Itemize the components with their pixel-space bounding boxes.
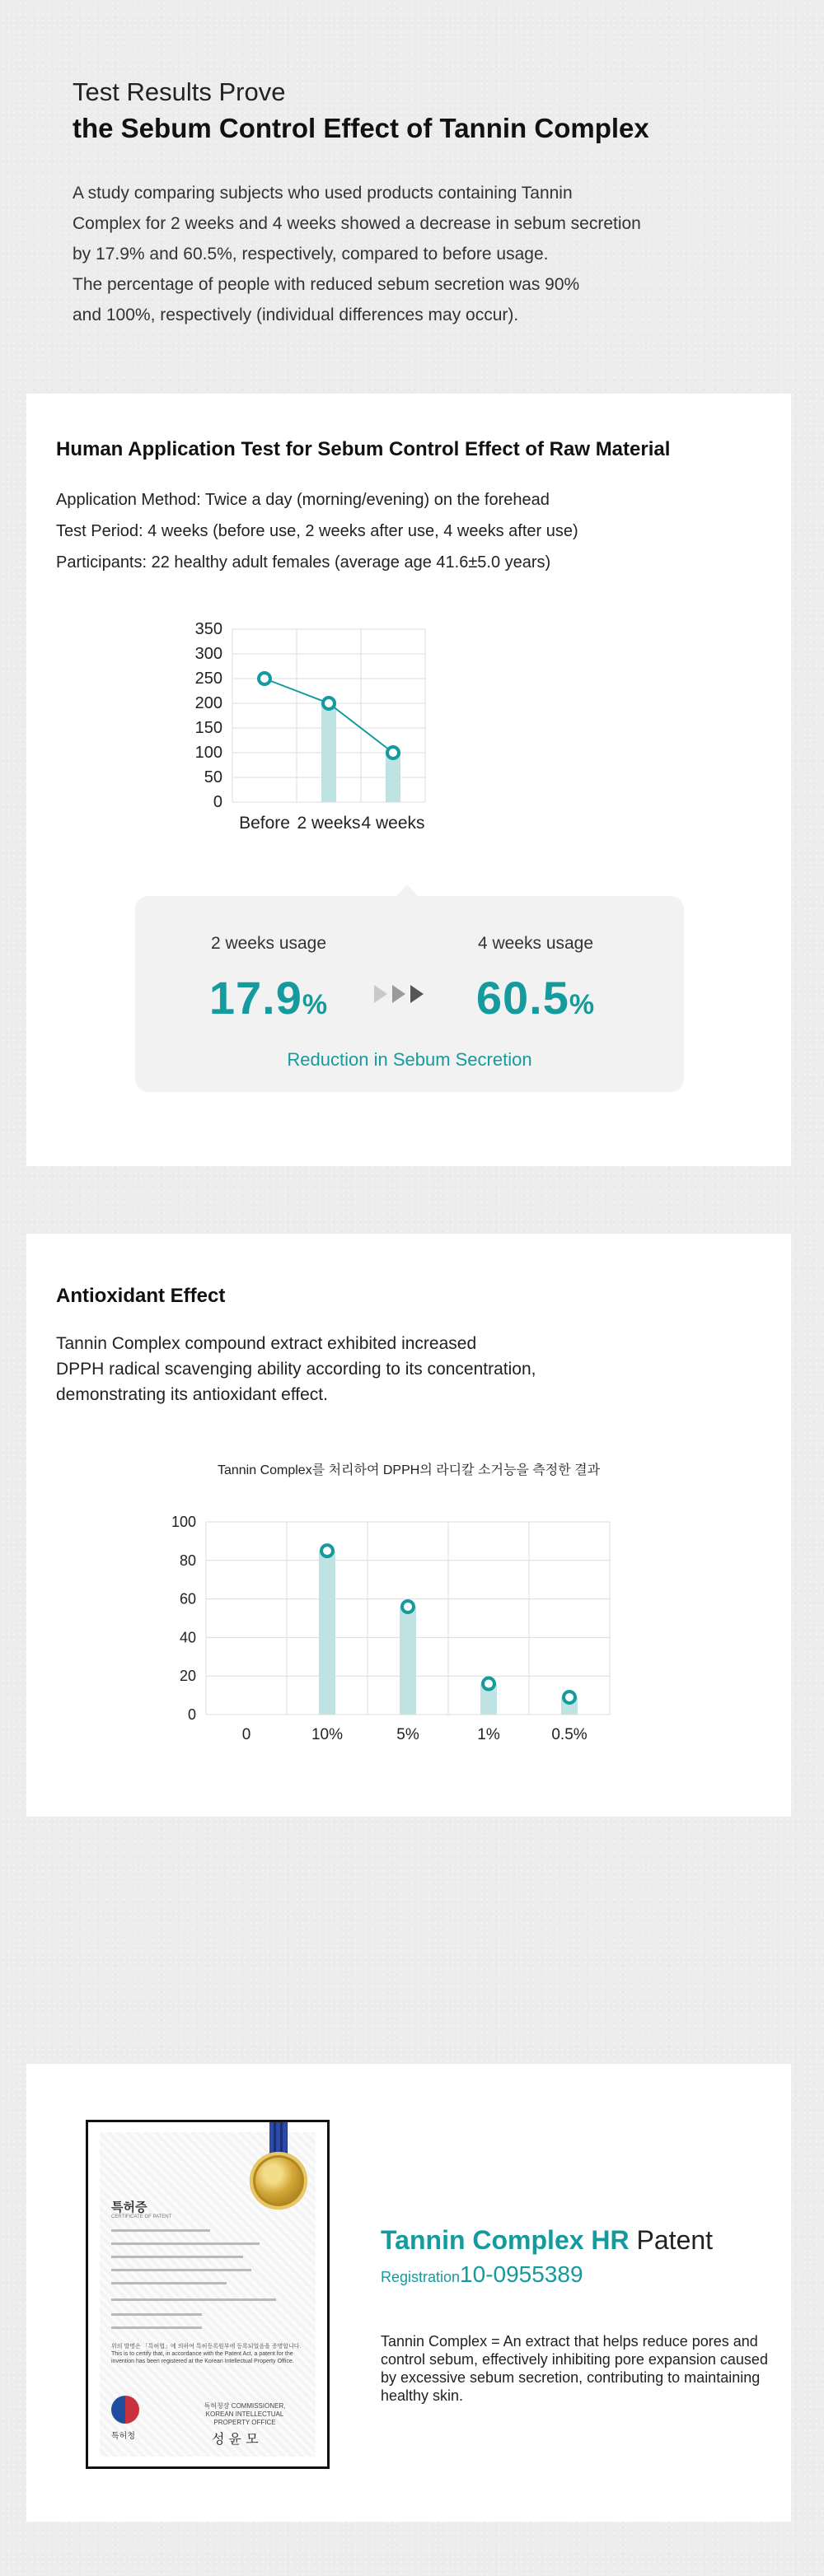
antioxidant-desc-line: demonstrating its antioxidant effect.	[56, 1385, 328, 1404]
summary-4weeks	[437, 934, 634, 1029]
data-point	[259, 673, 270, 684]
data-bar	[321, 703, 336, 802]
sebum-test-details	[56, 484, 578, 578]
kipo-emblem-icon	[111, 2396, 139, 2424]
summary-4weeks-value	[437, 973, 634, 1029]
x-tick-label: 10%	[311, 1726, 344, 1743]
sebum-test-title: Human Application Test for Sebum Control Effect of Raw Material	[56, 438, 671, 460]
y-tick-label: 300	[194, 645, 222, 663]
antioxidant-desc-line: DPPH radical scavenging ability according to its concentration,	[56, 1360, 536, 1379]
seal-icon	[250, 2152, 307, 2210]
summary-2weeks-number: 17.9	[208, 972, 302, 1024]
intro-desc-line: A study comparing subjects who used products containing Tannin	[73, 184, 573, 203]
data-point	[564, 1692, 575, 1703]
intro-section	[73, 76, 781, 330]
y-tick-label: 350	[194, 620, 222, 638]
data-bar	[400, 1607, 416, 1715]
arrow-right-icon	[374, 985, 387, 1003]
arrow-right-icon	[410, 985, 424, 1003]
x-tick-label: 0.5%	[551, 1726, 588, 1743]
sebum-summary-box	[135, 896, 684, 1092]
certificate-title: 특허증	[111, 2200, 147, 2214]
summary-2weeks	[170, 934, 368, 1029]
intro-desc-line: and 100%, respectively (individual differences may occur).	[73, 306, 519, 324]
summary-2weeks-value	[170, 973, 368, 1029]
patent-card	[26, 2064, 791, 2522]
patent-certificate	[86, 2120, 330, 2469]
dpph-bar-chart	[148, 1458, 659, 1771]
x-tick-label: Before	[239, 814, 290, 833]
patent-title-teal: Tannin Complex HR	[381, 2225, 630, 2255]
percent-sign: %	[569, 989, 596, 1020]
certificate-text-line	[111, 2229, 210, 2232]
summary-caption: Reduction in Sebum Secretion	[287, 1049, 532, 1070]
summary-2weeks-label: 2 weeks usage	[210, 934, 327, 953]
gold-seal-icon	[250, 2122, 307, 2213]
y-tick-label: 80	[179, 1552, 196, 1569]
y-tick-label: 0	[187, 1706, 196, 1723]
intro-desc-line: The percentage of people with reduced sebum secretion was 90%	[73, 275, 580, 294]
patent-description: Tannin Complex = An extract that helps reduce pores and control sebum, effectively inhibiting pore expansion caused by excessive sebum secretion, contributing to maintaining healthy skin.	[381, 2333, 768, 2404]
certificate-text-line	[111, 2282, 227, 2284]
progress-arrows-icon	[374, 985, 445, 1010]
certificate-text-line	[111, 2269, 251, 2271]
intro-title-line1: Test Results Prove	[73, 77, 286, 106]
data-point	[387, 747, 399, 758]
certificate-body: 위의 발명은 「특허법」에 의하여 특허등록원부에 등록되었음을 증명합니다. This is to certify that, in accordance with the Patent Act, a patent for the invention has been registered at the Korean Intellectual Property Office.	[111, 2344, 302, 2364]
y-tick-label: 100	[194, 744, 222, 762]
y-tick-label: 250	[194, 670, 222, 688]
patent-registration	[381, 2261, 583, 2288]
summary-4weeks-number: 60.5	[475, 972, 569, 1024]
data-point	[323, 698, 335, 709]
data-point	[321, 1545, 333, 1556]
dpph-chart-title: Tannin Complex를 처리하여 DPPH의 라디칼 소거능을 측정한 결과	[217, 1463, 601, 1477]
registration-label: Registration	[381, 2269, 461, 2285]
application-method: Application Method: Twice a day (morning/evening) on the forehead	[56, 491, 550, 509]
x-tick-label: 1%	[477, 1726, 500, 1743]
y-tick-label: 200	[194, 694, 222, 712]
certificate-mark-label: 특허청	[111, 2432, 135, 2441]
registration-number: 10-0955389	[460, 2261, 583, 2287]
certificate-text-line	[111, 2298, 276, 2301]
x-tick-label: 2 weeks	[297, 814, 361, 833]
participants: Participants: 22 healthy adult females (average age 41.6±5.0 years)	[56, 553, 551, 572]
patent-title	[381, 2225, 713, 2256]
intro-desc-line: Complex for 2 weeks and 4 weeks showed a decrease in sebum secretion	[73, 214, 641, 233]
y-tick-label: 50	[204, 768, 222, 786]
antioxidant-description	[56, 1331, 765, 1407]
y-tick-label: 150	[194, 719, 222, 737]
certificate-text-line	[111, 2313, 202, 2316]
x-tick-label: 5%	[396, 1726, 419, 1743]
certificate-text-line	[111, 2326, 202, 2329]
summary-pointer	[396, 884, 419, 897]
data-bar	[319, 1551, 335, 1715]
data-point	[483, 1678, 494, 1690]
y-tick-label: 60	[179, 1590, 196, 1608]
certificate-text-line	[111, 2242, 260, 2245]
y-tick-label: 20	[179, 1668, 196, 1685]
summary-4weeks-label: 4 weeks usage	[477, 934, 594, 953]
x-tick-label: 0	[241, 1726, 251, 1743]
intro-description	[73, 178, 781, 330]
x-tick-label: 4 weeks	[361, 814, 425, 833]
arrow-right-icon	[392, 985, 405, 1003]
y-tick-label: 100	[171, 1514, 196, 1530]
patent-title-dark: Patent	[636, 2225, 714, 2255]
antioxidant-title: Antioxidant Effect	[56, 1285, 226, 1307]
certificate-text-line	[111, 2256, 243, 2258]
y-tick-label: 40	[179, 1629, 196, 1646]
y-tick-label: 0	[213, 793, 222, 811]
certificate-signature: 성 윤 모	[212, 2431, 259, 2447]
data-point	[402, 1601, 414, 1612]
test-period: Test Period: 4 weeks (before use, 2 weeks after use, 4 weeks after use)	[56, 522, 578, 540]
intro-desc-line: by 17.9% and 60.5%, respectively, compared to before usage.	[73, 245, 549, 264]
sebum-test-card	[26, 394, 791, 1166]
percent-sign: %	[302, 989, 329, 1020]
intro-title-line2: the Sebum Control Effect of Tannin Complex	[73, 113, 649, 143]
antioxidant-desc-line: Tannin Complex compound extract exhibited increased	[56, 1334, 477, 1353]
certificate-subtitle: CERTIFICATE OF PATENT	[111, 2214, 172, 2219]
sebum-line-chart	[175, 616, 686, 880]
certificate-office: 특허청장 COMMISSIONER, KOREAN INTELLECTUAL PROPERTY OFFICE	[204, 2402, 286, 2426]
